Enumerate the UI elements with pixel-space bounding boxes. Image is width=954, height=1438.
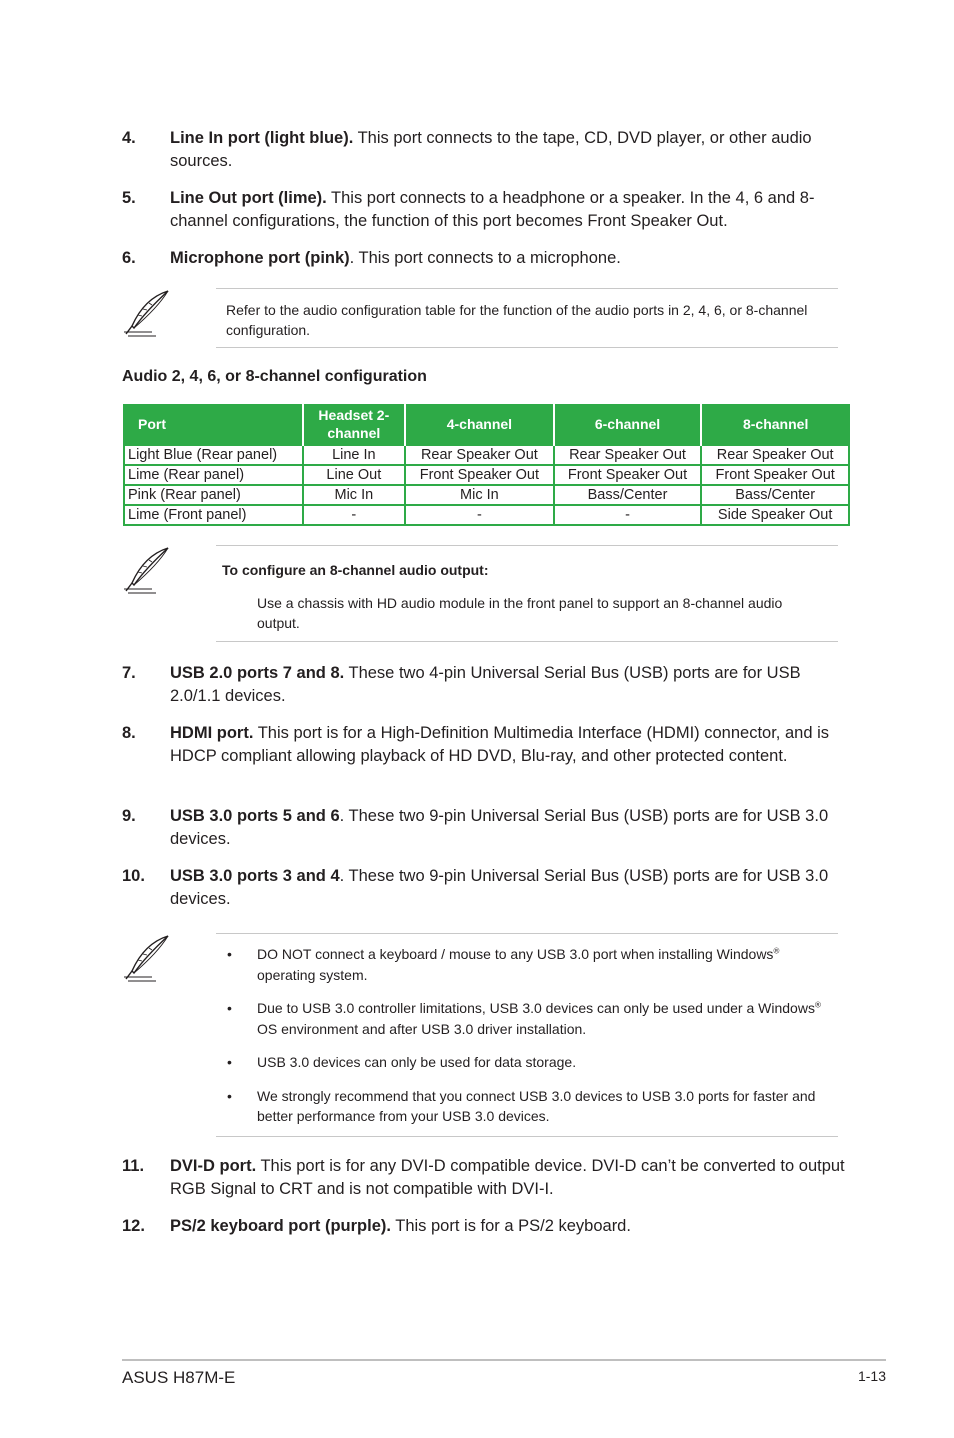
- note-bullet-list: [221, 944, 838, 1127]
- item-body: This port is for a PS/2 keyboard.: [390, 1217, 631, 1235]
- bullet-text: Due to USB 3.0 controller limitations, USB 3.0 devices can only be used under a Windows: [257, 1000, 815, 1016]
- footer-page-number: 1-13: [857, 1368, 886, 1384]
- header-8-channel: 8-channel: [701, 404, 849, 445]
- item-body: This port connects to a headphone or a speaker. In the 4, 6 and 8-channel configurations, the function of this port becomes Front Speaker Out.: [170, 189, 815, 230]
- bullet-mark: •: [227, 1054, 232, 1070]
- item-number: 10.: [122, 867, 145, 885]
- note-title: To configure an 8-channel audio output:: [222, 562, 489, 578]
- list-item-11: [122, 1155, 852, 1201]
- header-headset-label: Headset 2-channel: [318, 407, 390, 441]
- table-cell: Mic In: [405, 485, 554, 505]
- table-row: [124, 485, 849, 505]
- header-headset: [303, 404, 405, 445]
- note-bullet: [221, 1052, 838, 1073]
- table-cell: Side Speaker Out: [701, 505, 849, 525]
- item-number: 8.: [122, 724, 136, 742]
- note-text: Refer to the audio configuration table for the function of the audio ports in 2, 4, 6, or 8-channel configuration.: [226, 302, 808, 338]
- note-box: [216, 933, 838, 1137]
- bullet-mark: •: [227, 946, 232, 962]
- item-body: This port connects to the tape, CD, DVD player, or other audio sources.: [170, 129, 812, 170]
- item-title: Line In port (light blue).: [170, 129, 354, 147]
- item-title: Line Out port (lime).: [170, 189, 327, 207]
- item-number: 7.: [122, 664, 136, 682]
- bullet-text: We strongly recommend that you connect USB 3.0 devices to USB 3.0 ports for faster and better performance from your USB 3.0 devices.: [257, 1087, 816, 1124]
- item-number: 11.: [122, 1157, 145, 1175]
- footer-product-name: ASUS H87M-E: [122, 1368, 236, 1387]
- item-title: USB 3.0 ports 3 and 4: [170, 867, 340, 885]
- table-row: [124, 465, 849, 485]
- table-cell: Pink (Rear panel): [124, 485, 303, 505]
- table-cell: Bass/Center: [701, 485, 849, 505]
- list-item-7: [122, 662, 842, 708]
- list-item-9: [122, 805, 842, 851]
- bullet-text: OS environment and after USB 3.0 driver installation.: [257, 1020, 587, 1037]
- note-text: Use a chassis with HD audio module in the front panel to support an 8-channel audio output.: [257, 595, 783, 631]
- bullet-mark: •: [227, 1000, 232, 1016]
- table-cell: Lime (Front panel): [124, 505, 303, 525]
- table-cell: Rear Speaker Out: [701, 445, 849, 465]
- note-8-channel: [122, 545, 838, 642]
- note-box: [216, 288, 838, 348]
- item-number: 5.: [122, 189, 136, 207]
- note-box: [216, 545, 838, 642]
- table-cell: -: [303, 505, 405, 525]
- list-item-4: [122, 127, 842, 173]
- item-title: Microphone port (pink): [170, 249, 350, 267]
- header-6-channel: 6-channel: [554, 404, 702, 445]
- note-bullet: [221, 998, 838, 1039]
- table-row: [124, 505, 849, 525]
- table-cell: -: [405, 505, 554, 525]
- table-heading: Audio 2, 4, 6, or 8-channel configuration: [122, 368, 427, 385]
- list-item-6: [122, 247, 842, 270]
- registered-mark: ®: [814, 1000, 821, 1010]
- bullet-text: USB 3.0 devices can only be used for data storage.: [257, 1054, 577, 1070]
- item-title: DVI-D port.: [170, 1157, 257, 1175]
- feather-pen-icon: [122, 933, 172, 983]
- item-title: USB 2.0 ports 7 and 8.: [170, 664, 345, 682]
- item-number: 6.: [122, 249, 136, 267]
- table-cell: -: [554, 505, 702, 525]
- bullet-text: operating system.: [257, 966, 368, 983]
- note-bullet: [221, 1086, 838, 1127]
- table-cell: Rear Speaker Out: [405, 445, 554, 465]
- feather-pen-icon: [122, 288, 172, 338]
- table-cell: Bass/Center: [554, 485, 702, 505]
- header-port: Port: [138, 416, 166, 432]
- table-cell: Lime (Rear panel): [124, 465, 303, 485]
- item-body: . These two 9-pin Universal Serial Bus (USB) ports are for USB 3.0 devices.: [170, 867, 829, 908]
- item-body: . This port connects to a microphone.: [349, 249, 621, 267]
- item-body: This port is for a High-Definition Multimedia Interface (HDMI) connector, and is HDCP compliant allowing playback of HD DVD, Blu-ray, and other protected content.: [170, 724, 829, 765]
- footer-divider: [122, 1359, 886, 1361]
- table-cell: Front Speaker Out: [405, 465, 554, 485]
- feather-pen-icon: [122, 545, 172, 595]
- item-number: 12.: [122, 1217, 145, 1235]
- item-title: USB 3.0 ports 5 and 6: [170, 807, 340, 825]
- table-cell: Front Speaker Out: [554, 465, 702, 485]
- table-cell: Rear Speaker Out: [554, 445, 702, 465]
- item-body: These two 4-pin Universal Serial Bus (USB) ports are for USB 2.0/1.1 devices.: [170, 664, 801, 705]
- item-title: HDMI port.: [170, 724, 254, 742]
- note-usb3: [122, 933, 838, 1137]
- table-cell: Front Speaker Out: [701, 465, 849, 485]
- table-cell: Line Out: [303, 465, 405, 485]
- registered-mark: ®: [773, 946, 780, 956]
- table-row: [124, 445, 849, 465]
- bullet-text: DO NOT connect a keyboard / mouse to any USB 3.0 port when installing Windows: [257, 946, 774, 962]
- item-title: PS/2 keyboard port (purple).: [170, 1217, 391, 1235]
- item-number: 9.: [122, 807, 136, 825]
- list-item-5: [122, 187, 842, 233]
- table-cell: Line In: [303, 445, 405, 465]
- header-4-channel: 4-channel: [405, 404, 554, 445]
- table-cell: Light Blue (Rear panel): [124, 445, 303, 465]
- list-item-10: [122, 865, 842, 911]
- item-number: 4.: [122, 129, 136, 147]
- list-item-12: [122, 1215, 842, 1238]
- item-body: . These two 9-pin Universal Serial Bus (USB) ports are for USB 3.0 devices.: [170, 807, 829, 848]
- note-bullet: [221, 944, 838, 985]
- table-header-row: [124, 404, 849, 445]
- bullet-mark: •: [227, 1087, 232, 1104]
- audio-config-table: [123, 404, 850, 526]
- item-body: This port is for any DVI-D compatible device. DVI-D can’t be converted to output RGB Signal to CRT and is not compatible with DVI-I.: [170, 1157, 845, 1198]
- note-audio-config: [122, 288, 838, 348]
- table-cell: Mic In: [303, 485, 405, 505]
- list-item-8: [122, 722, 842, 768]
